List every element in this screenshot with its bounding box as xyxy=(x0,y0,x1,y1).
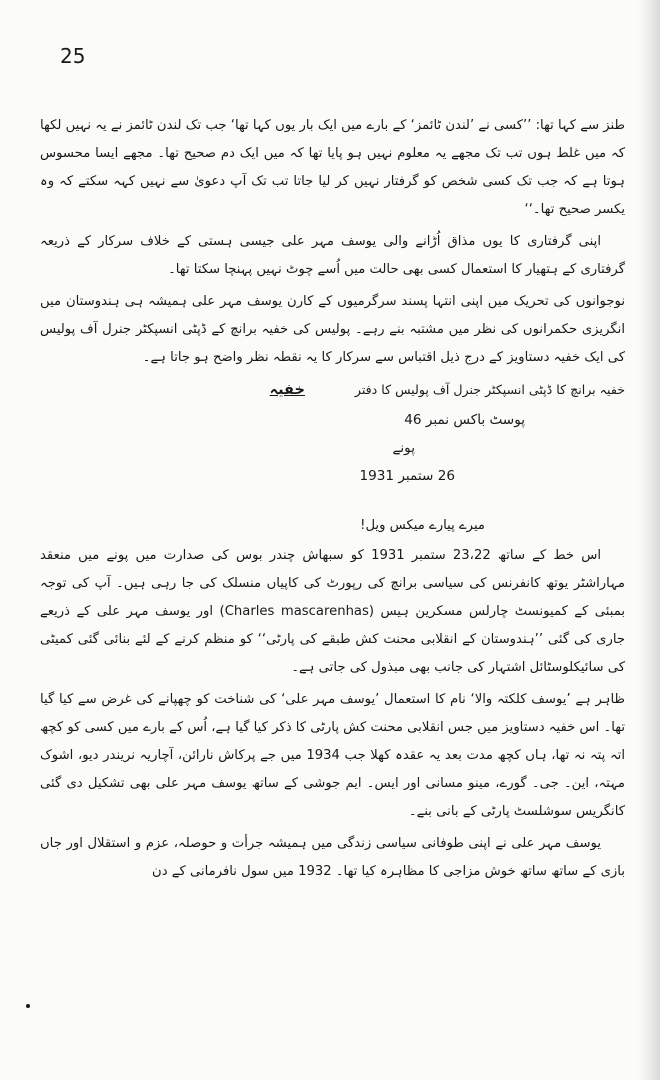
body-text xyxy=(40,112,625,890)
memo-office: خفیہ برانچ کا ڈپٹی انسپکٹر جنرل آف پولیس کا دفتر xyxy=(354,382,625,397)
margin-dot xyxy=(26,1004,30,1008)
paragraph-5: ظاہر ہے ’یوسف کلکتہ والا‘ نام کا استعمال ’یوسف مہر علی‘ کی شناخت کو چھپانے کی غرض سے کیا گیا تھا۔ اس خفیہ دستاویز میں جس انقلابی محنت کش پارٹی کا ذکر کیا گیا ہے، اُس کے بارے میں کسی کو کچھ اتہ پتہ نہ تھا، ہاں کچھ مدت بعد یہ عقدہ کھلا جب 1934 میں جے پرکاش نارائن، آچاریہ نریندر دیو، اشوک مہتہ، این۔ جی۔ گورے، مینو مسانی اور ایس۔ ایم جوشی کے ساتھ یوسف مہر علی بھی تشکیل دی گئی کانگریس سوشلسٹ پارٹی کے بانی بنے۔ xyxy=(40,692,626,819)
paragraph-6: یوسف مہر علی نے اپنی طوفانی سیاسی زندگی میں ہمیشہ جرأت و حوصلہ، عزم و استقلال اور جاں بازی کے ساتھ ساتھ خوش مزاجی کا مظاہرہ کیا تھا۔ 1932 میں سول نافرمانی کے دن xyxy=(40,836,625,879)
memo-salutation: میرے پیارے میکس ویل! xyxy=(360,518,485,533)
paragraph-4: اس خط کے ساتھ 23،22 ستمبر 1931 کو سبھاش چندر بوس کی صدارت میں پونے میں منعقد مہاراشٹر یوتھ کانفرنس کی سیاسی برانچ کی رپورٹ کی کاپیاں منسلک کی جا رہی ہیں۔ آپ کی توجہ بمبئی کے کمیونسٹ چارلس مسکرین ہیس (Charles mascarenhas) اور یوسف مہر علی کے ذریعے جاری کی گئی ’’ہندوستان کے انقلابی محنت کش طبقے کی پارٹی‘‘ کو منظم کرنے کے لئے بنائی گئی کمیٹی کی سائیکلوسٹائل اشتہار کی جانب بھی مبذول کی جاتی ہے۔ xyxy=(40,548,625,675)
paragraph-3: نوجوانوں کی تحریک میں اپنی انتہا پسند سرگرمیوں کے کارن یوسف مہر علی ہمیشہ ہی ہندوستان میں انگریزی حکمرانوں کی نظر میں مشتبہ بنے رہے۔ پولیس کی خفیہ برانچ کے ڈپٹی انسپکٹر جنرل آف پولیس کی ایک خفیہ دستاویز کے درج ذیل اقتباس سے سرکار کا یہ نقطہ نظر واضح ہو جاتا ہے۔ xyxy=(40,294,625,365)
page-number: 25 xyxy=(60,44,86,68)
paragraph-1: طنز سے کہا تھا: ’’کسی نے ’لندن ٹائمز‘ کے بارے میں ایک بار یوں کہا تھا‘ جب تک لندن ٹائمز نے یہ نہیں لکھا کہ میں غلط ہوں تب تک مجھے یہ معلوم نہیں ہو پایا تھا کہ میں ایک دم صحیح تھا۔ مجھے ایسا محسوس ہوتا ہے کہ جب تک کسی شخص کو گرفتار نہیں کر لیا جاتا تب تک آپ دعویٰ سے نہیں کہہ سکتے کہ وہ یکسر صحیح تھا۔‘‘ xyxy=(40,118,625,217)
paragraph-2: اپنی گرفتاری کا یوں مذاق اُڑانے والی یوسف مہر علی جیسی ہستی کے خلاف سرکار کے ذریعہ گرفتاری کے ہتھیار کا استعمال کسی بھی حالت میں اُسے چوٹ نہیں پہنچا سکتا تھا۔ xyxy=(40,234,625,277)
memo-city: پونے xyxy=(392,440,415,456)
memo-header xyxy=(40,376,625,404)
memo-date: 26 ستمبر 1931 xyxy=(359,468,455,484)
secret-label: خفیہ xyxy=(269,382,305,398)
memo-po-box: پوسٹ باکس نمبر 46 xyxy=(404,412,525,428)
